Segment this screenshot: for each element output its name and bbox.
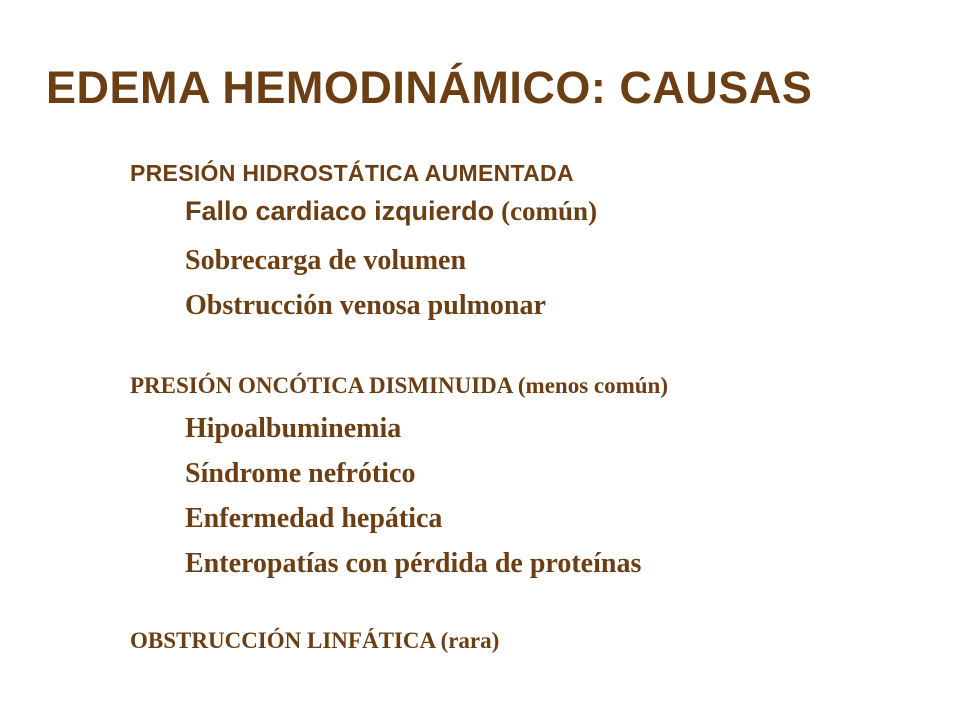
section-heading-label: PRESIÓN ONCÓTICA DISMINUIDA — [130, 373, 513, 398]
list-item-liver-disease — [185, 503, 442, 535]
section-heading-note: (menos común) — [517, 373, 669, 398]
list-item-text: Obstrucción venosa pulmonar — [185, 290, 546, 321]
list-item-text: Enteropatías con pérdida de proteínas — [185, 548, 642, 579]
list-item-nephrotic-syndrome — [185, 458, 415, 490]
list-item-protein-losing-enteropathy — [185, 548, 641, 580]
list-item-text: Síndrome nefrótico — [185, 458, 416, 489]
list-item-pulmonary-venous-obstruction — [185, 290, 546, 322]
list-item-note: (común) — [501, 196, 598, 226]
list-item-left-heart-failure — [185, 196, 597, 228]
section-heading-label: PRESIÓN HIDROSTÁTICA AUMENTADA — [130, 160, 574, 186]
list-item-text: Fallo cardiaco izquierdo — [185, 196, 495, 226]
list-item-text: Hipoalbuminemia — [185, 413, 402, 444]
section-heading-note: (rara) — [440, 628, 500, 653]
slide-title: EDEMA HEMODINÁMICO: CAUSAS — [46, 62, 813, 113]
list-item-volume-overload — [185, 245, 466, 277]
section-heading-oncotic-pressure — [130, 373, 668, 399]
list-item-text: Enfermedad hepática — [185, 503, 443, 534]
section-heading-lymphatic-obstruction — [130, 628, 499, 654]
list-item-text: Sobrecarga de volumen — [185, 245, 467, 276]
list-item-hypoalbuminemia — [185, 413, 401, 445]
section-heading-label: OBSTRUCCIÓN LINFÁTICA — [130, 628, 435, 653]
section-heading-hydrostatic-pressure — [130, 160, 574, 187]
